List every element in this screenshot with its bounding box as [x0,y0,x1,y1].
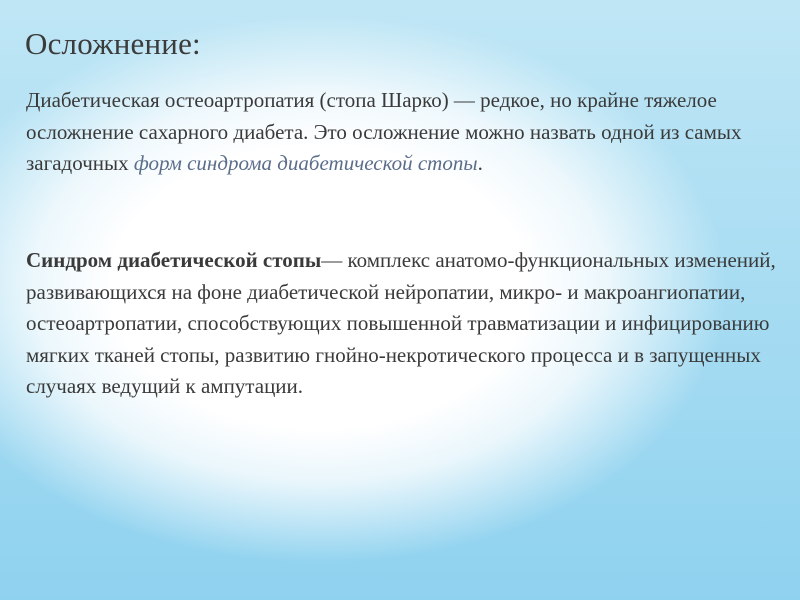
paragraph1-emphasis: форм синдрома диабетической стопы [133,151,478,175]
paragraph-definition [26,245,778,403]
slide-title: Осложнение: [25,26,201,61]
definition-term: Синдром диабетической стопы [26,248,322,272]
paragraph1-end: . [477,151,483,175]
paragraph-charcot-foot [26,85,778,180]
paragraph1-text: Диабетическая остеоартропатия (стопа Шарко) — редкое, но крайне тяжелое осложнение сахарного диабета. Это осложнение можно назвать одной из самых загадочных [26,88,742,175]
definition-text: — комплекс анатомо-функциональных изменений, развивающихся на фоне диабетической нейропатии, микро- и макроангиопатии, остеоартропатии, способствующих повышенной травматизации и инфицированию мягких тканей стопы, развитию гнойно-некротического процесса и в запущенных случаях ведущий к ампутации. [26,248,776,398]
